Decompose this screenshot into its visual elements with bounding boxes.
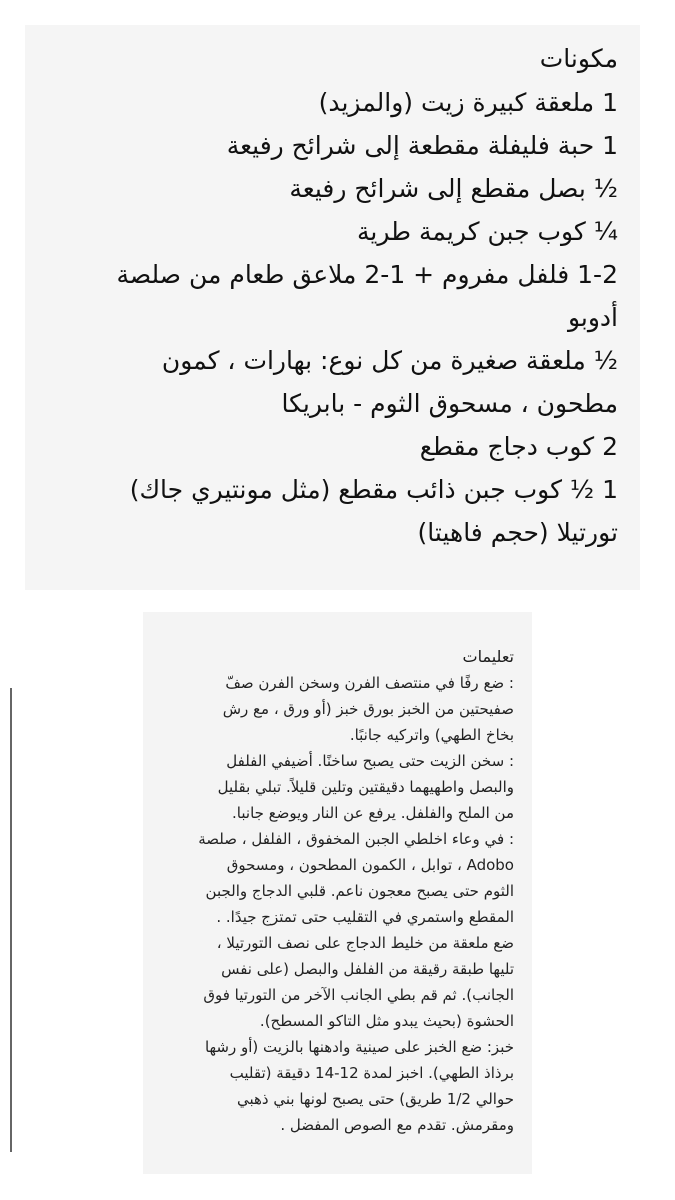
- ingredient-line: 1 ملعقة كبيرة زيت (والمزيد): [318, 88, 618, 117]
- ingredient-line-continued: مطحون ، مسحوق الثوم - بابريكا: [281, 389, 618, 418]
- ingredient-line: 1-2 فلفل مفروم + 1-2 ملاعق طعام من صلصة: [116, 260, 618, 289]
- ingredient-line: 2 كوب دجاج مقطع: [419, 432, 618, 461]
- instructions-heading: تعليمات: [462, 647, 514, 666]
- instructions-text: : ضع رفًا في منتصف الفرن وسخن الفرن صفّ صفيحتين من الخبز بورق خبز (أو ورق ، مع رش بخاخ الطهي) واتركيه جانبًا. : سخن الزيت حتى يصبح ساخنًا. أضيفي الفلفل والبصل واطهيهما دقيقتين وتلين قليلاً. تبلي بقليل من الملح والفلفل. يرفع عن النار ويوضع جانبا. : في وعاء اخلطي الجبن المخفوق ، الفلفل ، صلصة Adobo ، توابل ، الكمون المطحون ، ومسحوق الثوم حتى يصبح معجون ناعم. قلبي الدجاج والجبن المقطع واستمري في التقليب حتى تمتزج جيدًا. . ضع ملعقة من خليط الدجاج على نصف التورتيلا ، تليها طبقة رقيقة من الفلفل والبصل (على نفس الجانب). ثم قم بطي الجانب الآخر من التورتيا فوق الحشوة (بحيث يبدو مثل التاكو المسطح). خبز: ضع الخبز على صينية وادهنها بالزيت (أو رشها برذاذ الطهي). اخبز لمدة 12-14 دقيقة (تقليب حوالي 1/2 طريق) حتى يصبح لونها بني ذهبي ومقرمش. تقدم مع الصوص المفضل .: [198, 674, 514, 1134]
- ingredient-line: تورتيلا (حجم فاهيتا): [417, 518, 618, 547]
- ingredient-line: ½ ملعقة صغيرة من كل نوع: بهارات ، كمون: [161, 346, 618, 375]
- ingredients-card: [25, 25, 640, 590]
- text-margin-bar: [10, 688, 12, 1152]
- ingredient-line: ½ بصل مقطع إلى شرائح رفيعة: [289, 174, 618, 203]
- ingredients-heading: مكونات: [539, 44, 618, 73]
- ingredient-line: 1 ½ كوب جبن ذائب مقطع (مثل مونتيري جاك): [129, 475, 618, 504]
- ingredient-line: ¼ كوب جبن كريمة طرية: [357, 217, 618, 246]
- ingredient-line-continued: أدوبو: [567, 303, 618, 332]
- instructions-card: [143, 612, 532, 1174]
- ingredient-line: 1 حبة فليفلة مقطعة إلى شرائح رفيعة: [226, 131, 618, 160]
